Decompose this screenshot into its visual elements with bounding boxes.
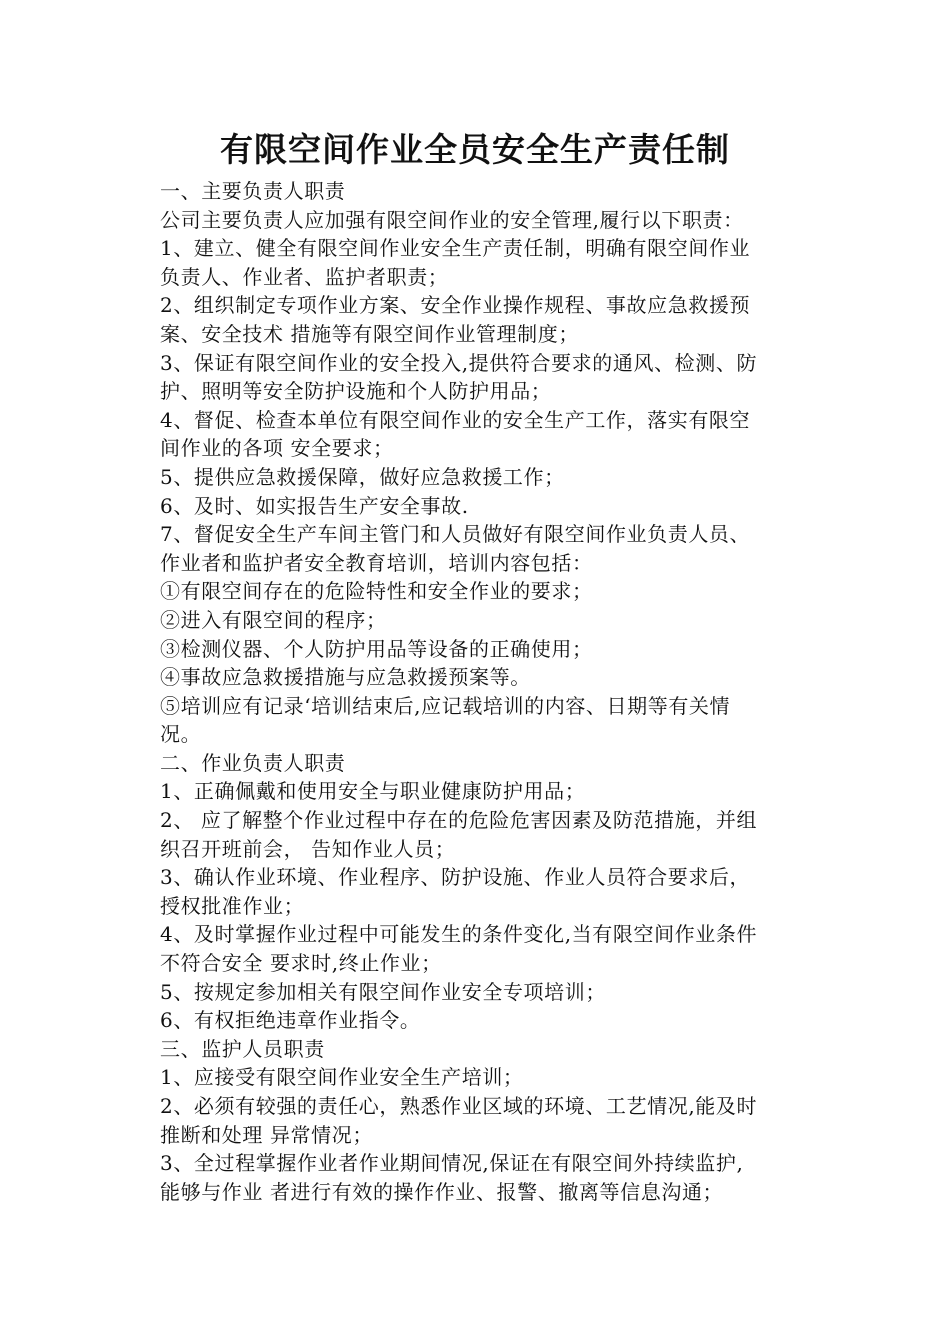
paragraph-line: 6、及时、如实报告生产安全事故. [160,493,469,518]
paragraph-line: 7、督促安全生产车间主管门和人员做好有限空间作业负责人员、 [160,522,751,547]
list-item: ②进入有限空间的程序； [160,607,387,632]
list-item: ①有限空间存在的危险特性和安全作业的要求； [160,579,593,604]
section-heading: 三、监护人员职责 [160,1036,325,1061]
list-item: ⑤培训应有记录‘培训结束后,应记载培训的内容、日期等有关情 [160,693,731,718]
list-item: ④事故应急救援措施与应急救援预案等。 [160,665,531,690]
paragraph-line: 5、按规定参加相关有限空间作业安全专项培训； [160,979,606,1004]
section-heading: 二、作业负责人职责 [160,750,346,775]
paragraph-line: 6、有权拒绝违章作业指令。 [160,1008,421,1033]
paragraph-line: 4、督促、检查本单位有限空间作业的安全生产工作，落实有限空 [160,407,751,432]
paragraph-line: 护、照明等安全防护设施和个人防护用品； [160,379,552,404]
paragraph-line: 负责人、作业者、监护者职责； [160,264,449,289]
paragraph-line: 3、保证有限空间作业的安全投入,提供符合要求的通风、检测、防 [160,350,758,375]
paragraph-line: 案、安全技术 措施等有限空间作业管理制度； [160,321,579,346]
list-item: ③检测仪器、个人防护用品等设备的正确使用； [160,636,593,661]
document-title: 有限空间作业全员安全生产责任制 [220,130,730,169]
paragraph-line: 况。 [160,722,202,747]
paragraph-line: 5、提供应急救援保障，做好应急救援工作； [160,464,565,489]
paragraph-line: 能够与作业 者进行有效的操作作业、报警、撤离等信息沟通； [160,1179,724,1204]
paragraph-line: 1、建立、健全有限空间作业安全生产责任制，明确有限空间作业 [160,236,751,261]
paragraph-line: 推断和处理 异常情况； [160,1122,373,1147]
paragraph-line: 2、必须有较强的责任心，熟悉作业区域的环境、工艺情况,能及时 [160,1094,758,1118]
paragraph-line: 作业者和监护者安全教育培训，培训内容包括： [160,550,593,575]
paragraph-line: 1、正确佩戴和使用安全与职业健康防护用品； [160,779,586,804]
paragraph-line: 2、组织制定专项作业方案、安全作业操作规程、事故应急救援预 [160,293,751,318]
paragraph-line: 织召开班前会， 告知作业人员； [160,836,456,861]
paragraph-line: 不符合安全 要求时,终止作业； [160,951,442,976]
paragraph-line: 1、应接受有限空间作业安全生产培训； [160,1065,524,1090]
paragraph-line: 4、及时掌握作业过程中可能发生的条件变化,当有限空间作业条件 [160,922,758,947]
paragraph-line: 公司主要负责人应加强有限空间作业的安全管理,履行以下职责： [160,207,744,232]
paragraph-line: 2、 应了解整个作业过程中存在的危险危害因素及防范措施，并组 [160,808,758,833]
document-body [160,177,810,1206]
paragraph-line: 授权批准作业； [160,893,305,918]
section-heading: 一、主要负责人职责 [160,179,346,203]
paragraph-line: 3、全过程掌握作业者作业期间情况,保证在有限空间外持续监护, [160,1151,744,1176]
paragraph-line: 间作业的各项 安全要求； [160,436,394,461]
paragraph-line: 3、确认作业环境、作业程序、防护设施、作业人员符合要求后， [160,865,751,890]
